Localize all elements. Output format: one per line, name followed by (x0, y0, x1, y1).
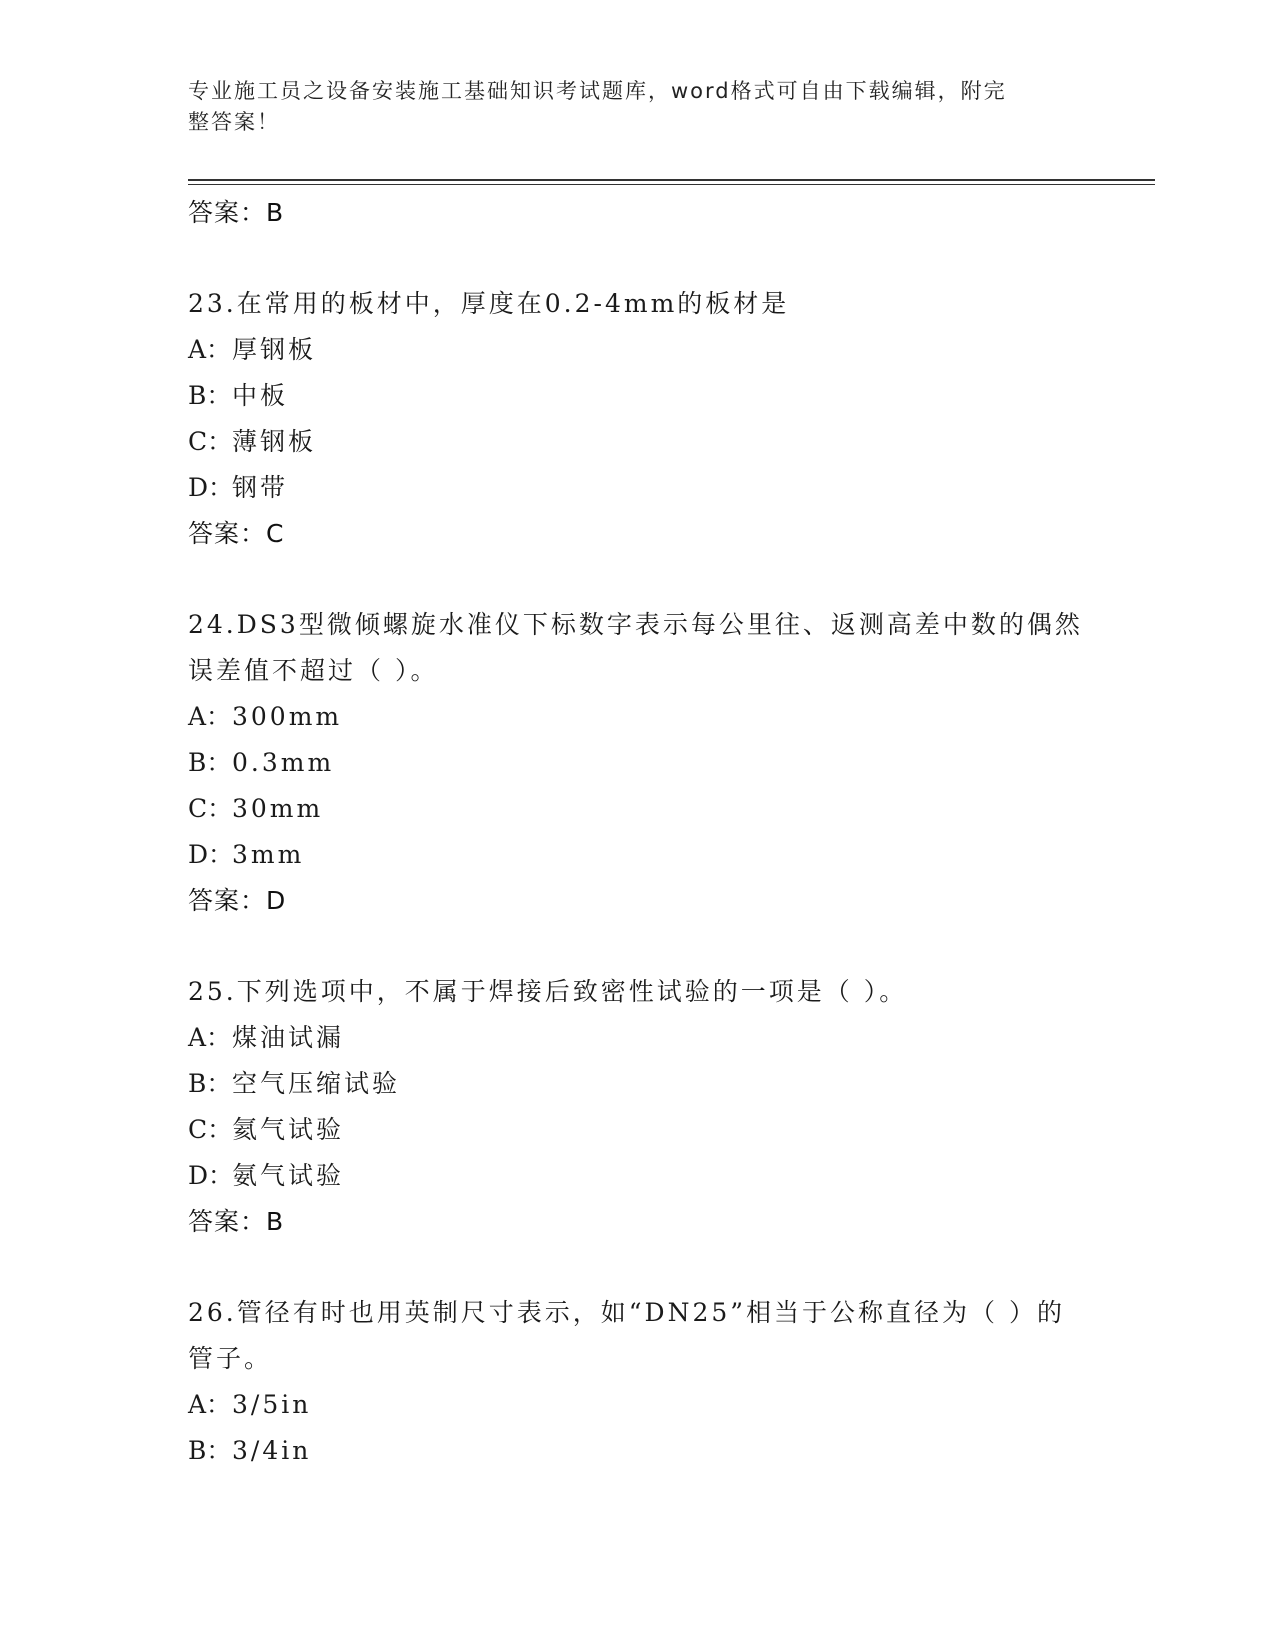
option-a (188, 327, 1088, 373)
answer-label: 答案： (188, 1207, 267, 1236)
option-text: 中板 (232, 381, 289, 410)
answer-value: D (266, 886, 287, 915)
document-header (188, 76, 1068, 138)
option-d (188, 465, 1088, 511)
question-stem: 26.管径有时也用英制尺寸表示，如“DN25”相当于公称直径为（ ）的管子。 (188, 1298, 1065, 1373)
answer-label: 答案： (188, 519, 267, 548)
option-letter: B： (188, 1069, 232, 1098)
question-stem: 24.DS3型微倾螺旋水准仪下标数字表示每公里往、返测高差中数的偶然误差值不超过（ ）。 (188, 610, 1083, 685)
option-text: 空气压缩试验 (232, 1069, 401, 1098)
header-rule-thin (188, 184, 1155, 185)
question-list (188, 190, 1088, 1474)
option-letter: C： (188, 794, 233, 823)
question-stem: 25.下列选项中，不属于焊接后致密性试验的一项是（ ）。 (188, 977, 908, 1006)
question-block (188, 1290, 1088, 1474)
option-d (188, 832, 1088, 878)
option-text: 30mm (232, 794, 324, 823)
option-b (188, 1428, 1088, 1474)
option-text: 煤油试漏 (232, 1023, 345, 1052)
answer-line (188, 190, 1088, 236)
question-block (188, 281, 1088, 557)
option-b (188, 740, 1088, 786)
answer-line (188, 511, 1088, 557)
header-rule-thick (188, 179, 1155, 181)
header-line-2: 整答案！ (188, 110, 280, 134)
option-b (188, 373, 1088, 419)
option-text: 氦气试验 (232, 1115, 345, 1144)
option-letter: A： (188, 1390, 232, 1419)
option-letter: C： (188, 1115, 233, 1144)
option-letter: A： (188, 702, 232, 731)
option-c (188, 419, 1088, 465)
answer-label: 答案： (188, 198, 267, 227)
option-a (188, 1382, 1088, 1428)
option-a (188, 694, 1088, 740)
question-block (188, 602, 1088, 924)
header-line-1: 专业施工员之设备安装施工基础知识考试题库，word格式可自由下载编辑，附完 (188, 79, 1007, 103)
option-text: 300mm (232, 702, 343, 731)
answer-value: C (266, 519, 285, 548)
option-letter: D： (188, 1161, 234, 1190)
option-text: 薄钢板 (232, 427, 317, 456)
option-a (188, 1015, 1088, 1061)
option-letter: A： (188, 1023, 232, 1052)
option-text: 3/5in (232, 1390, 312, 1419)
answer-value: B (266, 198, 285, 227)
answer-label: 答案： (188, 886, 267, 915)
option-letter: D： (188, 840, 234, 869)
option-text: 3/4in (232, 1436, 312, 1465)
option-letter: C： (188, 427, 233, 456)
answer-value: B (266, 1207, 285, 1236)
option-text: 氨气试验 (232, 1161, 345, 1190)
option-letter: B： (188, 748, 232, 777)
question-block (188, 969, 1088, 1245)
option-text: 0.3mm (232, 748, 335, 777)
option-letter: B： (188, 1436, 232, 1465)
option-c (188, 786, 1088, 832)
option-letter: B： (188, 381, 232, 410)
option-text: 厚钢板 (232, 335, 317, 364)
answer-line (188, 1199, 1088, 1245)
option-text: 钢带 (232, 473, 289, 502)
option-b (188, 1061, 1088, 1107)
option-letter: A： (188, 335, 232, 364)
option-text: 3mm (232, 840, 305, 869)
answer-line (188, 878, 1088, 924)
option-letter: D： (188, 473, 234, 502)
question-stem: 23.在常用的板材中，厚度在0.2-4mm的板材是 (188, 289, 790, 318)
option-d (188, 1153, 1088, 1199)
option-c (188, 1107, 1088, 1153)
